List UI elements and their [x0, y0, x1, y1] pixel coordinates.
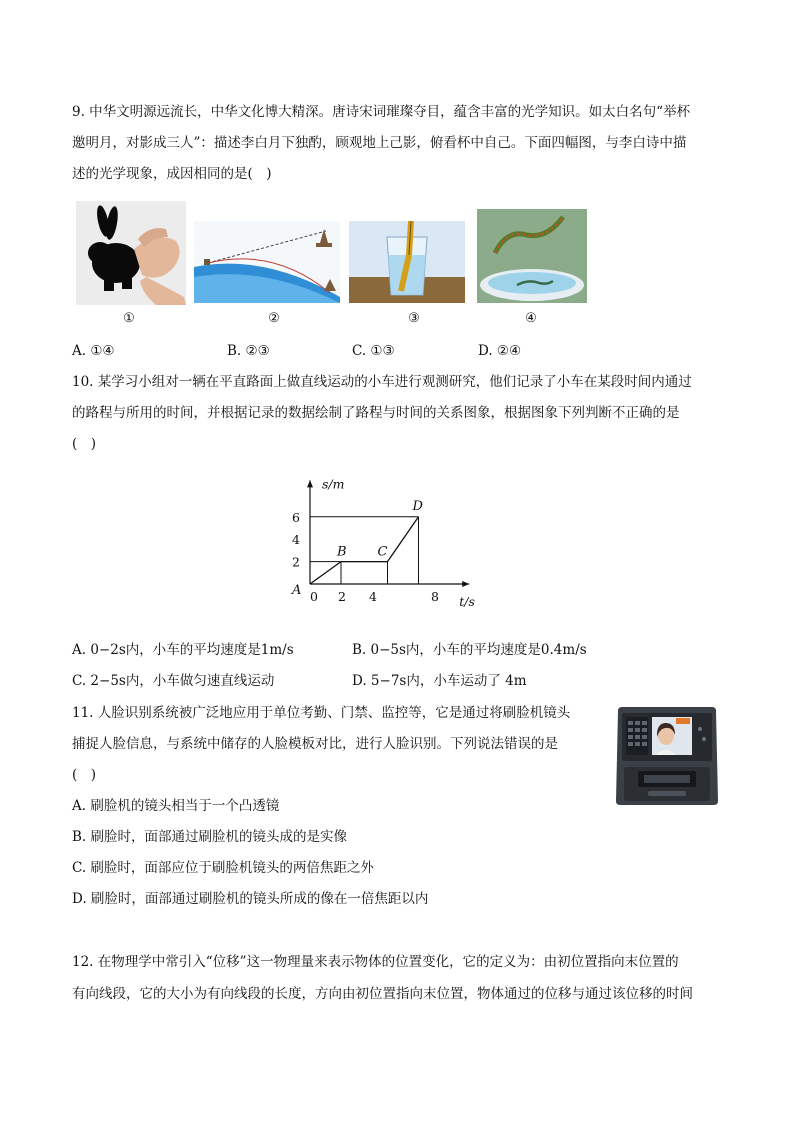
y-tick-label: 4: [292, 532, 300, 548]
figure-hand-shadow: [76, 201, 186, 305]
x-axis-arrow: [462, 581, 469, 587]
figure-label-3: ③: [408, 311, 420, 326]
q10-option-d: D. 5−7s内，小车运动了 4m: [352, 673, 527, 689]
x-axis-label: t/s: [459, 594, 475, 609]
water-reflection-image: [477, 209, 587, 303]
q9-option-d: D. ②④: [478, 343, 522, 359]
q11-option-a: A. 刷脸机的镜头相当于一个凸透镜: [72, 798, 280, 814]
q12-line-1: 12. 在物理学中常引入“位移”这一物理量来表示物体的位置变化，它的定义为：由初位置指向末位置的: [72, 954, 679, 970]
figure-label-4: ④: [525, 311, 537, 326]
hand-shadow-image: [76, 201, 186, 305]
sea-horizon-image: [194, 221, 340, 303]
q11-option-c: C. 刷脸时，面部应位于刷脸机镜头的两倍焦距之外: [72, 860, 374, 876]
q10-line-1: 10. 某学习小组对一辆在平直路面上做直线运动的小车进行观测研究，他们记录了小车在某段时间内通过: [72, 374, 692, 390]
point-label-B: B: [337, 544, 347, 560]
q9-line-3: 述的光学现象，成因相同的是( ): [72, 166, 272, 182]
q10-line-2: 的路程与所用的时间，并根据记录的数据绘制了路程与时间的关系图象，根据图象下列判断不正确的是: [72, 405, 680, 421]
face-scanner-image: [614, 705, 720, 807]
figure-label-1: ①: [123, 311, 135, 326]
chart-labels: [291, 476, 475, 609]
figure-face-scanner: [614, 705, 720, 807]
q9-line-2: 邀明月，对影成三人”：描述李白月下独酌，顾观地上己影，俯看杯中自己。下面四幅图，与李白诗中描: [72, 135, 687, 151]
point-label-A: A: [292, 583, 302, 598]
q10-option-a: A. 0−2s内，小车的平均速度是1m/s: [72, 642, 294, 658]
q9-line-1: 9. 中华文明源远流长，中华文化博大精深。唐诗宋词璀璨夺目，蕴含丰富的光学知识。如太白名句“举杯: [72, 104, 691, 120]
q9-option-b: B. ②③: [227, 343, 270, 359]
figure-water-reflection: [477, 209, 587, 303]
chart-series: [310, 517, 419, 584]
point-label-D: D: [412, 498, 423, 514]
distance-time-chart: [280, 460, 510, 620]
y-tick-label: 6: [292, 509, 300, 525]
q10-option-b: B. 0−5s内，小车的平均速度是0.4m/s: [352, 642, 587, 658]
chart-guides: [310, 517, 419, 584]
x-tick-label: 4: [369, 589, 377, 604]
x-tick-label: 8: [431, 589, 439, 604]
series-segment-CD: [388, 517, 419, 562]
y-tick-label: 2: [292, 554, 300, 570]
y-axis-arrow: [307, 480, 313, 487]
q11-line-2: 捕捉人脸信息，与系统中储存的人脸模板对比，进行人脸识别。下列说法错误的是: [72, 736, 558, 752]
figure-pencil-in-water: [349, 221, 465, 303]
q11-option-d: D. 刷脸时，面部通过刷脸机的镜头所成的像在一倍焦距以内: [72, 891, 429, 907]
q10-option-c: C. 2−5s内，小车做匀速直线运动: [72, 673, 275, 689]
pencil-in-water-image: [349, 221, 465, 303]
q9-option-a: A. ①④: [72, 343, 115, 359]
x-tick-label: 2: [338, 589, 346, 604]
point-label-C: C: [377, 544, 388, 560]
q11-line-3: ( ): [72, 767, 97, 783]
x-tick-label: 0: [310, 589, 318, 604]
q10-line-3: ( ): [72, 436, 97, 452]
q11-line-1: 11. 人脸识别系统被广泛地应用于单位考勤、门禁、监控等，它是通过将刷脸机镜头: [72, 705, 571, 721]
q12-line-2: 有向线段，它的大小为有向线段的长度，方向由初位置指向末位置，物体通过的位移与通过该位移的时间: [72, 986, 693, 1002]
figure-sea-horizon: [194, 221, 340, 303]
q9-option-c: C. ①③: [352, 343, 395, 359]
chart-axes: [307, 480, 469, 587]
y-axis-label: s/m: [322, 476, 345, 492]
series-segment-AB: [310, 562, 341, 584]
q11-option-b: B. 刷脸时，面部通过刷脸机的镜头成的是实像: [72, 829, 348, 845]
figure-label-2: ②: [268, 311, 280, 326]
